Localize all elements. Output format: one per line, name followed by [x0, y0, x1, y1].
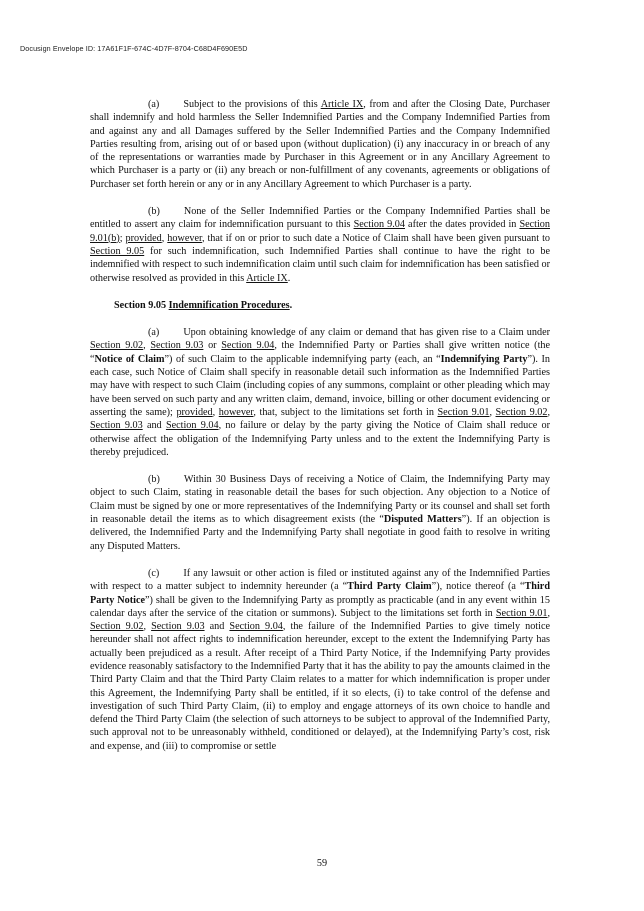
section-title: Indemnification Procedures: [168, 299, 290, 311]
cross-reference-link[interactable]: Section 9.02: [90, 340, 144, 352]
cross-reference-link[interactable]: Article IX: [320, 99, 364, 110]
document-body: [90, 98, 550, 767]
text: , from and after the Closing Date, Purchaser shall indemnify and hold harmless the Seller Indemnified Parties and the Company Indemnified Parties from and against any and all Damages suffered by the Seller Indemnified Parties and the Company Indemnified Parties resulting from, arising out of or based upon (without duplication) (i) any inaccuracy in or breach of any of the representations or warranties made by Purchaser in this Agreement or in any Ancillary Agreement to which Purchaser is a party or (ii) any breach or non-fulfillment of any covenants, agreements or obligations of Purchaser set forth herein or any or in any Ancillary Agreement to which Purchaser is a party.: [90, 99, 550, 190]
cross-reference-link[interactable]: Section 9.02: [90, 621, 144, 633]
text: ,: [212, 406, 219, 418]
cross-reference-link[interactable]: Section 9.04: [165, 420, 219, 432]
text: ”) of such Claim to the applicable indemnifying party (each, an “: [164, 353, 441, 365]
text: ,: [547, 406, 551, 418]
cross-reference-link[interactable]: Section 9.03: [150, 340, 204, 352]
text: , that if on or prior to such date a Notice of Claim shall have been given pursuant to: [201, 232, 551, 244]
cross-reference-link[interactable]: Section 9.01: [495, 607, 548, 619]
text: , the Indemnified Party or Parties shall give written notice (the “: [90, 340, 551, 365]
cross-reference-link[interactable]: Section 9.05: [90, 245, 145, 257]
cross-reference-link[interactable]: Section 9.04: [353, 219, 405, 231]
underlined-term: provided: [125, 232, 162, 244]
paragraph-label: (a): [148, 99, 160, 110]
text: or: [203, 340, 222, 352]
underlined-term: provided: [176, 406, 213, 418]
paragraph-9-05-a: [90, 326, 550, 459]
text: ,: [143, 621, 152, 633]
cross-reference-link[interactable]: Section 9.02: [495, 406, 548, 418]
underlined-term: however: [167, 232, 202, 244]
paragraph-9-04-b: [90, 205, 550, 285]
section-number: Section 9.05: [114, 299, 169, 311]
section-heading: [114, 299, 550, 312]
cross-reference-link[interactable]: Section 9.01(b): [90, 219, 550, 244]
text: .: [289, 299, 293, 311]
paragraph-9-05-b: [90, 473, 550, 553]
text: , the failure of the Indemnified Parties to give timely notice hereunder shall not affect rights to indemnification hereunder, except to the extent the Indemnifying Party has actually been prejudiced as a result. After receipt of a Third Party Notice, if the Indemnifying Party provides evidence reasonably satisfactory to the Indemnified Party that it has the ability to pay the amounts claimed in the Third Party Claim and that the Third Party Claim relates to a matter for which indemnification is proper under this Agreement, the Indemnifying Party shall be entitled, if it so elects, (i) to take control of the defense and investigation of such Third Party Claim, (ii) to employ and engage attorneys of its own choice to handle and defend the Third Party Claim (the selection of such attorneys to be subject to approval of the Indemnified Party, such approval not to be unreasonably withheld, conditioned or delayed), at the Indemnifying Party’s cost, risk and expense, and (iii) to compromise or settle: [90, 621, 551, 752]
text: Within 30 Business Days of receiving a Notice of Claim, the Indemnifying Party may object to such Claim, stating in reasonable detail the bases for such objection. Any objection to a Notice of Claim must be signed by one or more representatives of the Indemnifying Party or its counsel and shall set forth in reasonable detail the items as to which disagreement exists (the “: [90, 474, 550, 526]
text: If any lawsuit or other action is filed or instituted against any of the Indemnified Parties with respect to a matter subject to indemnity hereunder (a “: [90, 567, 550, 593]
cross-reference-link[interactable]: Article IX: [246, 272, 288, 284]
cross-reference-link[interactable]: Section 9.03: [151, 621, 205, 633]
text: after the dates provided in: [405, 219, 520, 231]
defined-term: Third Party Claim: [347, 581, 432, 593]
text: Upon obtaining knowledge of any claim or demand that has given rise to a Claim under: [183, 327, 550, 339]
text: and: [142, 420, 166, 432]
paragraph-label: (a): [148, 327, 160, 339]
text: , that, subject to the limitations set forth in: [253, 406, 438, 418]
text: for such indemnification, such Indemnified Parties shall continue to have the right to be indemnified with respect to such indemnification claim until such claim for indemnification has been satisfied or otherwise resolved as provided in this: [90, 245, 550, 284]
docusign-envelope-id: Docusign Envelope ID: 17A61F1F-674C-4D7F-8704-C68D4F690E5D: [20, 44, 248, 53]
defined-term: Notice of Claim: [94, 353, 165, 365]
cross-reference-link[interactable]: Section 9.04: [229, 621, 283, 633]
paragraph-9-05-c: [90, 567, 550, 753]
defined-term: Disputed Matters: [383, 514, 462, 526]
text: .: [287, 272, 291, 284]
page-number: 59: [316, 858, 328, 869]
text: None of the Seller Indemnified Parties or the Company Indemnified Parties shall be entitled to assert any claim for indemnification pursuant to this: [90, 206, 550, 231]
paragraph-9-04-a: [90, 98, 550, 191]
text: ”), notice thereof (a “: [431, 581, 525, 593]
paragraph-label: (b): [148, 474, 160, 486]
paragraph-label: (c): [148, 567, 160, 579]
text: ”). If an objection is delivered, the Indemnified Party and the Indemnifying Party shall negotiate in good faith to resolve in writing any Disputed Matters.: [90, 514, 550, 552]
text: ,: [161, 232, 168, 244]
text: Subject to the provisions of this: [183, 99, 321, 110]
underlined-term: however: [218, 406, 254, 418]
cross-reference-link[interactable]: Section 9.03: [90, 420, 143, 432]
text: ”). In each case, such Notice of Claim shall specify in reasonable detail such information as the Indemnified Parties may have with respect to such Claim (including copies of any summons, complaint or other pleading which may have been served on such party and any written claim, demand, invoice, billing or other document evidencing or asserting the same);: [90, 353, 550, 418]
cross-reference-link[interactable]: Section 9.04: [221, 340, 275, 352]
text: and: [204, 621, 230, 633]
defined-term: Third Party Notice: [90, 581, 550, 606]
text: ”) shall be given to the Indemnifying Party as promptly as practicable (and in any event within 15 calendar days after the service of the citation or summons). Subject to the limitations set forth in: [90, 594, 550, 619]
text: ,: [489, 406, 496, 418]
paragraph-label: (b): [148, 206, 160, 218]
text: ,: [143, 340, 151, 352]
text: ,: [547, 607, 550, 619]
text: , no failure or delay by the party giving the Notice of Claim shall reduce or otherwise affect the obligation of the Indemnifying Party unless and to the extent the Indemnifying Party is thereby prejudiced.: [90, 420, 551, 458]
defined-term: Indemnifying Party: [440, 353, 528, 365]
cross-reference-link[interactable]: Section 9.01: [437, 406, 490, 418]
text: ;: [119, 232, 126, 244]
